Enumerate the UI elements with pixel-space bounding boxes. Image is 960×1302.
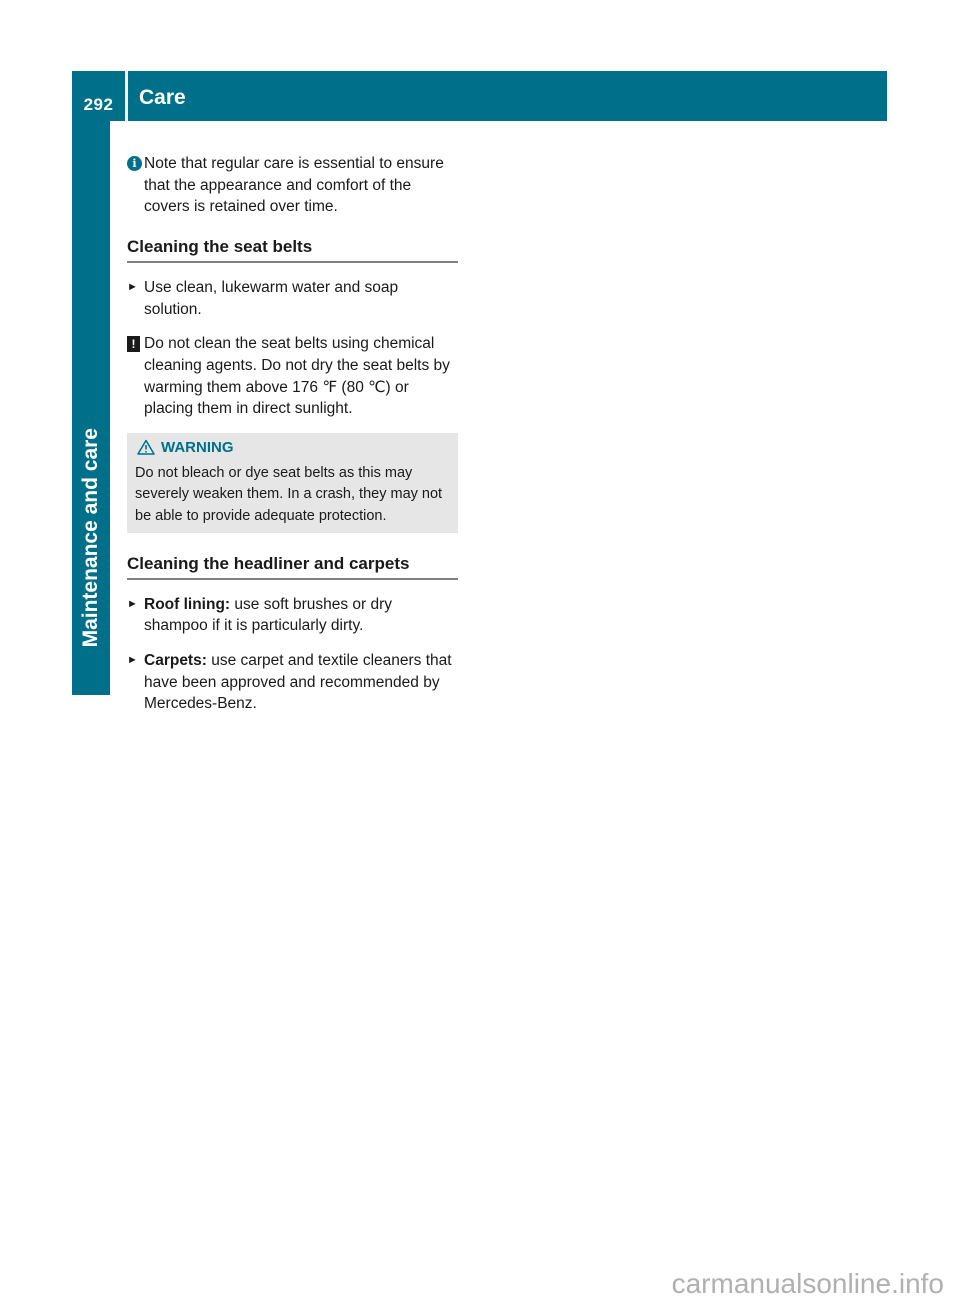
arrow-right-icon: ► xyxy=(127,653,138,666)
step-text: use carpet and textile cleaners that have been approved and recommended by Mercedes-Benz. xyxy=(144,651,452,713)
caution-note xyxy=(127,333,458,420)
section-heading-headliner: Cleaning the headliner and carpets xyxy=(127,553,458,580)
header-divider xyxy=(125,71,128,121)
step-text: Use clean, lukewarm water and soap solution. xyxy=(144,278,399,318)
watermark: carmanualsonline.info xyxy=(671,1268,944,1299)
caution-text: Do not clean the seat belts using chemical cleaning agents. Do not dry the seat belts by warming them above 176 ℉ (80 ℃) or placing them in direct sunlight. xyxy=(144,335,450,418)
info-note xyxy=(127,153,458,218)
step-label: Carpets: xyxy=(144,651,207,669)
warning-title-text: WARNING xyxy=(161,439,234,457)
warning-triangle-icon xyxy=(137,439,155,455)
arrow-right-icon: ► xyxy=(127,597,138,610)
list-item xyxy=(127,650,458,715)
warning-title xyxy=(135,437,450,459)
header-bar xyxy=(72,71,887,121)
page-title: Care xyxy=(139,86,186,109)
section-heading-seat-belts: Cleaning the seat belts xyxy=(127,236,458,263)
content-column xyxy=(127,153,458,728)
page-number: 292 xyxy=(83,95,114,114)
list-item xyxy=(127,594,458,637)
step-label: Roof lining: xyxy=(144,595,231,613)
step-text: use soft brushes or dry shampoo if it is particularly dirty. xyxy=(144,595,393,635)
warning-text: Do not bleach or dye seat belts as this may severely weaken them. In a crash, they may not be able to provide adequate protection. xyxy=(135,464,443,525)
side-block xyxy=(72,647,110,695)
arrow-right-icon: ► xyxy=(127,280,138,293)
warning-box xyxy=(127,433,458,533)
side-tab-label-wrap xyxy=(72,121,110,647)
list-item xyxy=(127,277,458,320)
info-note-text: Note that regular care is essential to ensure that the appearance and comfort of the covers is retained over time. xyxy=(144,155,444,216)
side-tab-label: Maintenance and care xyxy=(79,427,102,647)
info-icon: i xyxy=(127,156,142,171)
exclamation-icon: ! xyxy=(127,336,140,352)
